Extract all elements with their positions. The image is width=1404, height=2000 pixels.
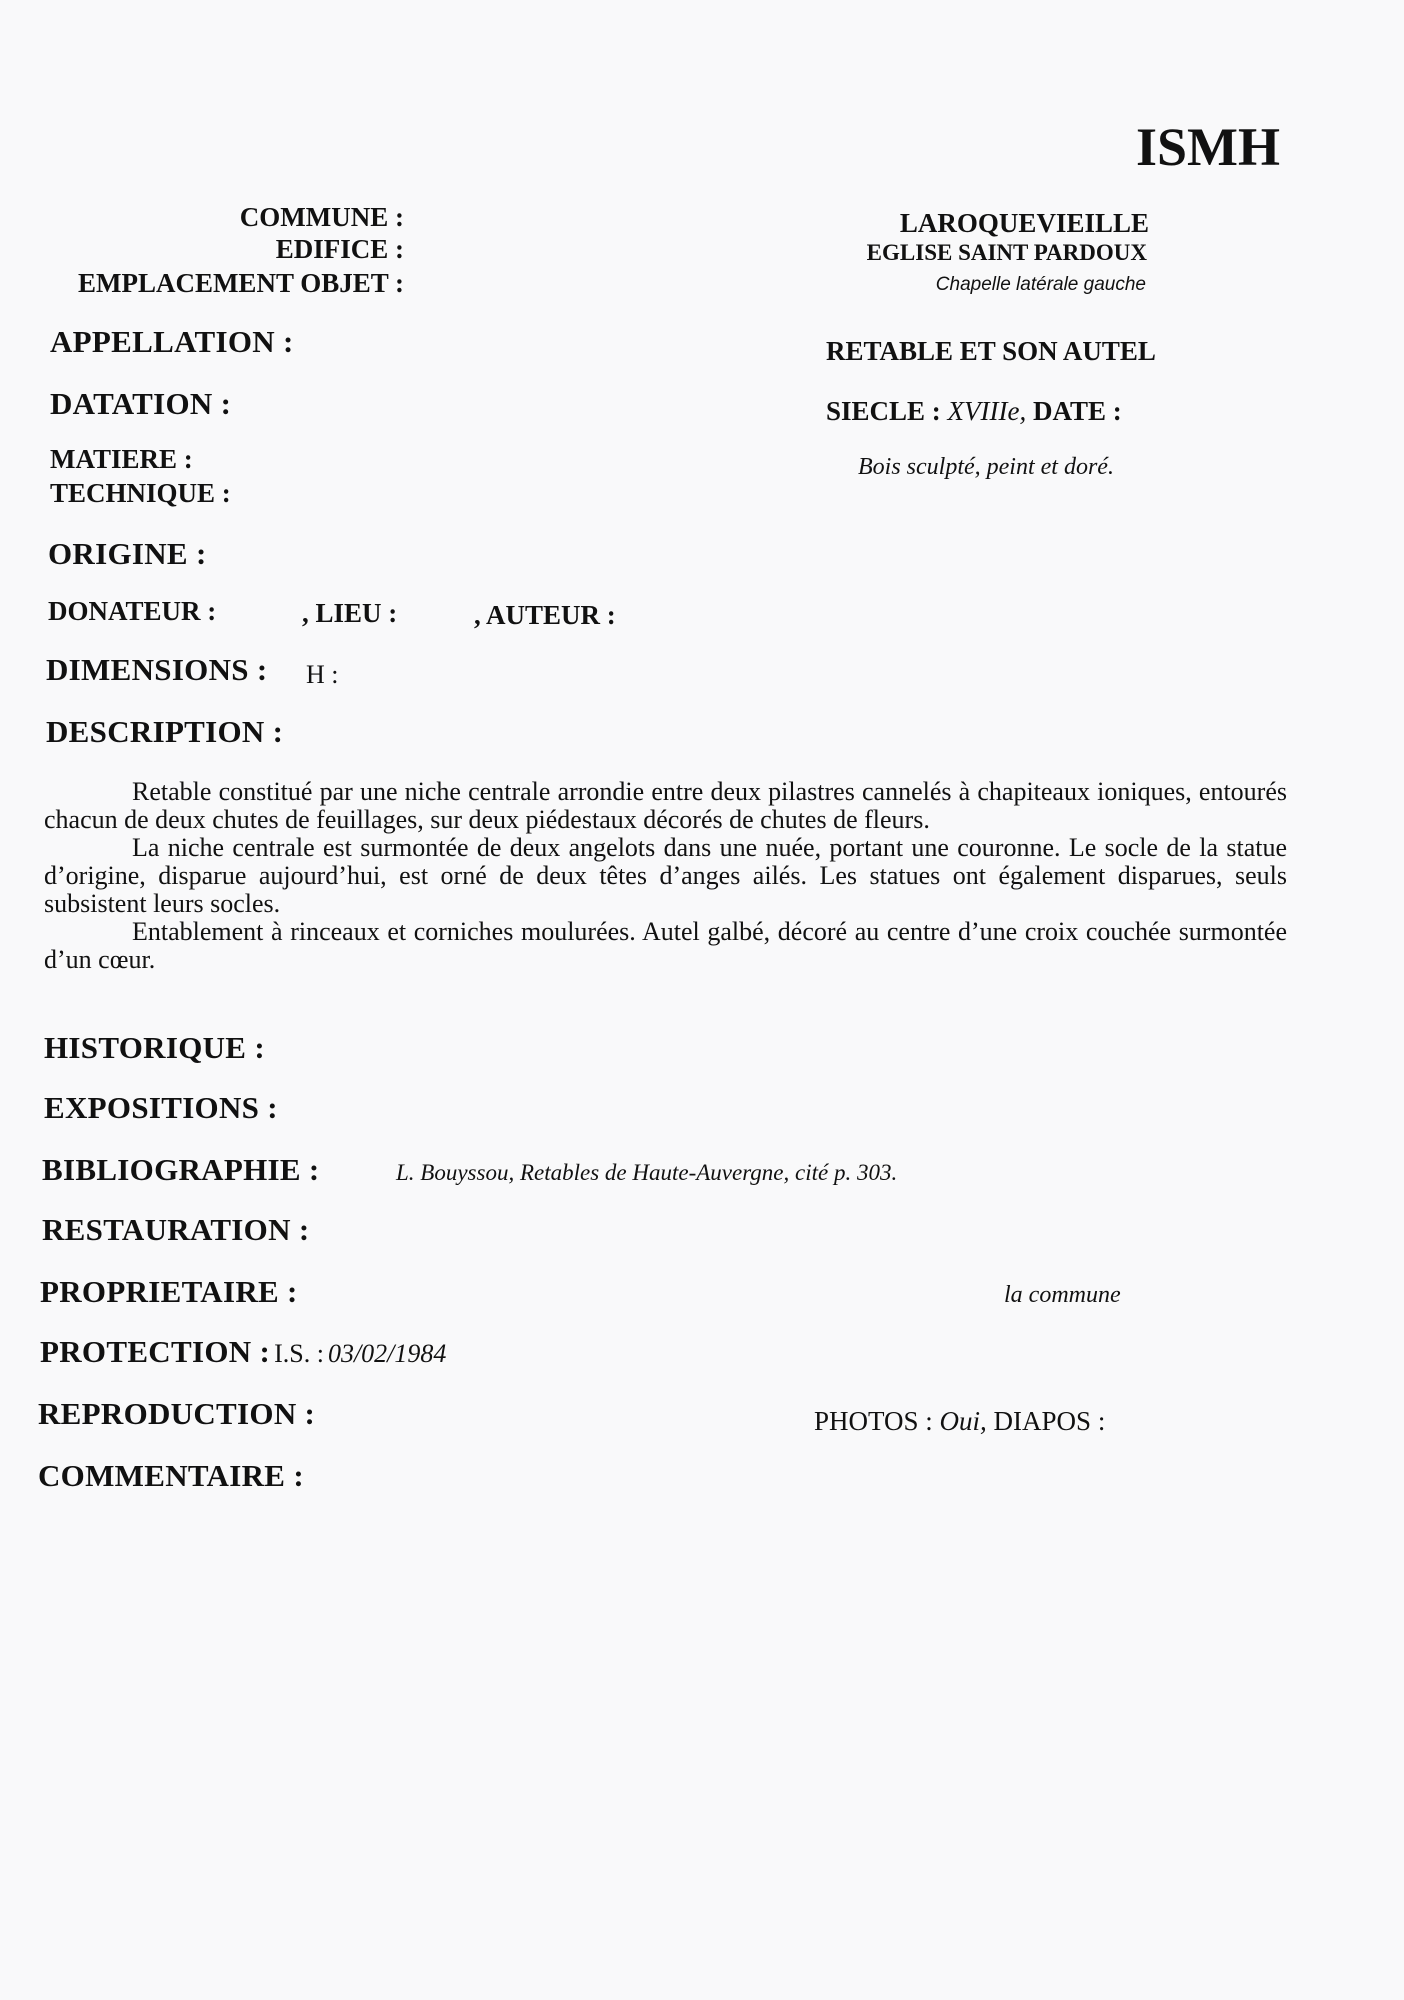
- commune-value: LAROQUEVIEILLE: [899, 208, 1149, 238]
- donateur-label: DONATEUR :: [48, 596, 217, 626]
- protection-line: [40, 1334, 446, 1370]
- description-label: DESCRIPTION :: [46, 714, 284, 749]
- technique-label: TECHNIQUE :: [50, 478, 231, 508]
- bibliographie-value: L. Bouyssou, Retables de Haute-Auvergne, cité p. 303.: [396, 1160, 898, 1185]
- bibliographie-label: BIBLIOGRAPHIE :: [42, 1152, 320, 1187]
- commentaire-label: COMMENTAIRE :: [38, 1458, 304, 1493]
- date-label: DATE :: [1033, 396, 1122, 426]
- siecle-value: XVIIIe,: [947, 396, 1027, 426]
- expositions-label: EXPOSITIONS :: [44, 1090, 278, 1125]
- origine-label: ORIGINE :: [48, 536, 207, 571]
- description-text: [44, 778, 1287, 974]
- restauration-label: RESTAURATION :: [42, 1212, 310, 1247]
- description-paragraph: Entablement à rinceaux et corniches moulurées. Autel galbé, décoré au centre d’une croix couchée surmontée d’un cœur.: [44, 917, 1287, 974]
- reproduction-label: REPRODUCTION :: [38, 1396, 316, 1431]
- protection-date: 03/02/1984: [327, 1339, 447, 1368]
- appellation-label: APPELLATION :: [50, 324, 294, 359]
- dimensions-label: DIMENSIONS :: [46, 652, 268, 687]
- document-code: ISMH: [1136, 117, 1281, 177]
- siecle-line: [826, 396, 1122, 427]
- proprietaire-label: PROPRIETAIRE :: [40, 1274, 298, 1309]
- description-paragraph: La niche centrale est surmontée de deux angelots dans une nuée, portant une couronne. Le socle de la statue d’origine, disparue aujourd’hui, est orné de deux têtes d’anges ailés. Les statues ont également disparues, seuls subsistent leurs socles.: [44, 833, 1287, 918]
- photos-label: PHOTOS :: [814, 1406, 933, 1436]
- matiere-value: Bois sculpté, peint et doré.: [858, 454, 1114, 480]
- proprietaire-value: la commune: [1004, 1282, 1121, 1308]
- commune-label: COMMUNE :: [239, 202, 404, 232]
- matiere-label: MATIERE :: [50, 444, 193, 474]
- lieu-label: , LIEU :: [302, 598, 398, 628]
- dimensions-value: H :: [306, 660, 339, 689]
- historique-label: HISTORIQUE :: [44, 1030, 265, 1065]
- edifice-value: EGLISE SAINT PARDOUX: [866, 240, 1147, 265]
- reproduction-media: [814, 1406, 1105, 1437]
- appellation-value: RETABLE ET SON AUTEL: [826, 336, 1156, 366]
- diapos-label: DIAPOS :: [993, 1406, 1106, 1436]
- siecle-label: SIECLE :: [826, 396, 941, 426]
- emplacement-label: EMPLACEMENT OBJET :: [77, 268, 404, 298]
- datation-label: DATATION :: [50, 386, 232, 421]
- emplacement-value: Chapelle latérale gauche: [935, 274, 1146, 295]
- protection-label: PROTECTION :: [40, 1334, 271, 1369]
- edifice-label: EDIFICE :: [275, 234, 404, 264]
- protection-type: I.S. :: [274, 1339, 324, 1368]
- description-paragraph: Retable constitué par une niche centrale arrondie entre deux pilastres cannelés à chapiteaux ioniques, entourés chacun de deux chutes de feuillages, sur deux piédestaux décorés de chutes de fleurs.: [44, 777, 1287, 834]
- photos-value: Oui,: [939, 1406, 987, 1436]
- auteur-label: , AUTEUR :: [474, 600, 616, 630]
